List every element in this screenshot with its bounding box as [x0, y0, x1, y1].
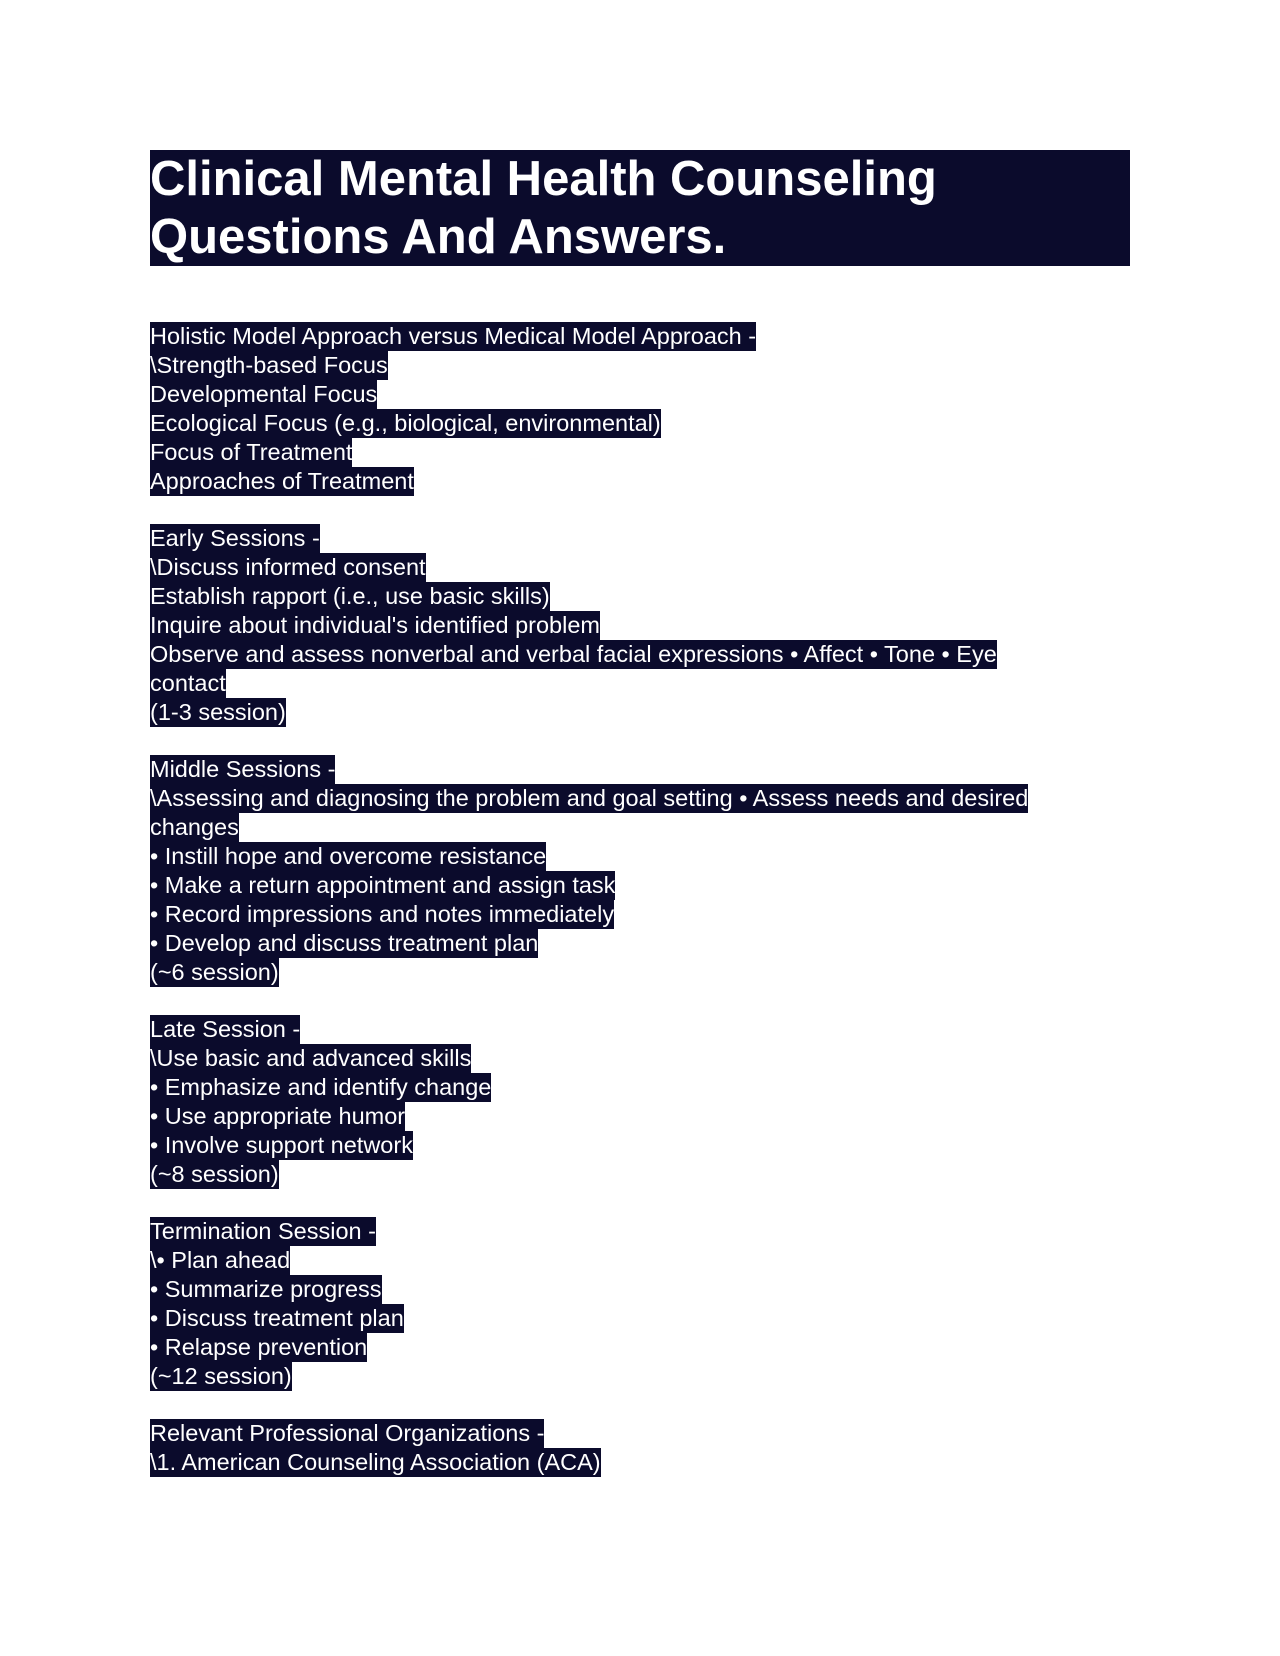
document-title [150, 150, 1130, 266]
answer-line: Focus of Treatment [150, 439, 353, 465]
answer-line: \Discuss informed consent [150, 554, 426, 580]
answer-line: Observe and assess nonverbal and verbal facial expressions • Affect • Tone • Eye [150, 641, 997, 667]
answer-line: (1-3 session) [150, 699, 286, 725]
title-line: Questions And Answers. [150, 210, 727, 264]
qa-section-early-sessions [150, 524, 1130, 727]
answer-line: Inquire about individual's identified problem [150, 612, 600, 638]
answer-line: changes [150, 814, 239, 840]
answer-line: \Assessing and diagnosing the problem and goal setting • Assess needs and desired [150, 785, 1029, 811]
answer-line: Establish rapport (i.e., use basic skills) [150, 583, 550, 609]
question-line: Relevant Professional Organizations - [150, 1420, 545, 1446]
answer-line: • Emphasize and identify change [150, 1074, 492, 1100]
answer-line: • Record impressions and notes immediately [150, 901, 615, 927]
question-line: Holistic Model Approach versus Medical Model Approach - [150, 323, 757, 349]
question-line: Late Session - [150, 1016, 301, 1042]
answer-line: • Instill hope and overcome resistance [150, 843, 547, 869]
answer-line: Developmental Focus [150, 381, 378, 407]
answer-line: • Involve support network [150, 1132, 413, 1158]
answer-line: \Use basic and advanced skills [150, 1045, 472, 1071]
answer-line: Approaches of Treatment [150, 468, 414, 494]
answer-line: • Make a return appointment and assign task [150, 872, 616, 898]
answer-line: \1. American Counseling Association (ACA) [150, 1449, 601, 1475]
title-line: Clinical Mental Health Counseling [150, 152, 937, 206]
qa-section-professional-organizations [150, 1419, 1130, 1477]
answer-line: Ecological Focus (e.g., biological, environmental) [150, 410, 661, 436]
answer-line: • Use appropriate humor [150, 1103, 406, 1129]
answer-line: \Strength-based Focus [150, 352, 388, 378]
qa-section-holistic-model [150, 322, 1130, 496]
answer-line: (~8 session) [150, 1161, 279, 1187]
answer-line: (~6 session) [150, 959, 279, 985]
qa-section-termination-session [150, 1217, 1130, 1391]
document-body [150, 322, 1130, 1477]
question-line: Early Sessions - [150, 525, 320, 551]
answer-line: contact [150, 670, 226, 696]
answer-line: (~12 session) [150, 1363, 292, 1389]
qa-section-middle-sessions [150, 755, 1130, 987]
answer-line: • Discuss treatment plan [150, 1305, 404, 1331]
answer-line: • Relapse prevention [150, 1334, 368, 1360]
qa-section-late-session [150, 1015, 1130, 1189]
answer-line: • Summarize progress [150, 1276, 382, 1302]
question-line: Termination Session - [150, 1218, 376, 1244]
answer-line: • Develop and discuss treatment plan [150, 930, 539, 956]
answer-line: \• Plan ahead [150, 1247, 291, 1273]
question-line: Middle Sessions - [150, 756, 336, 782]
